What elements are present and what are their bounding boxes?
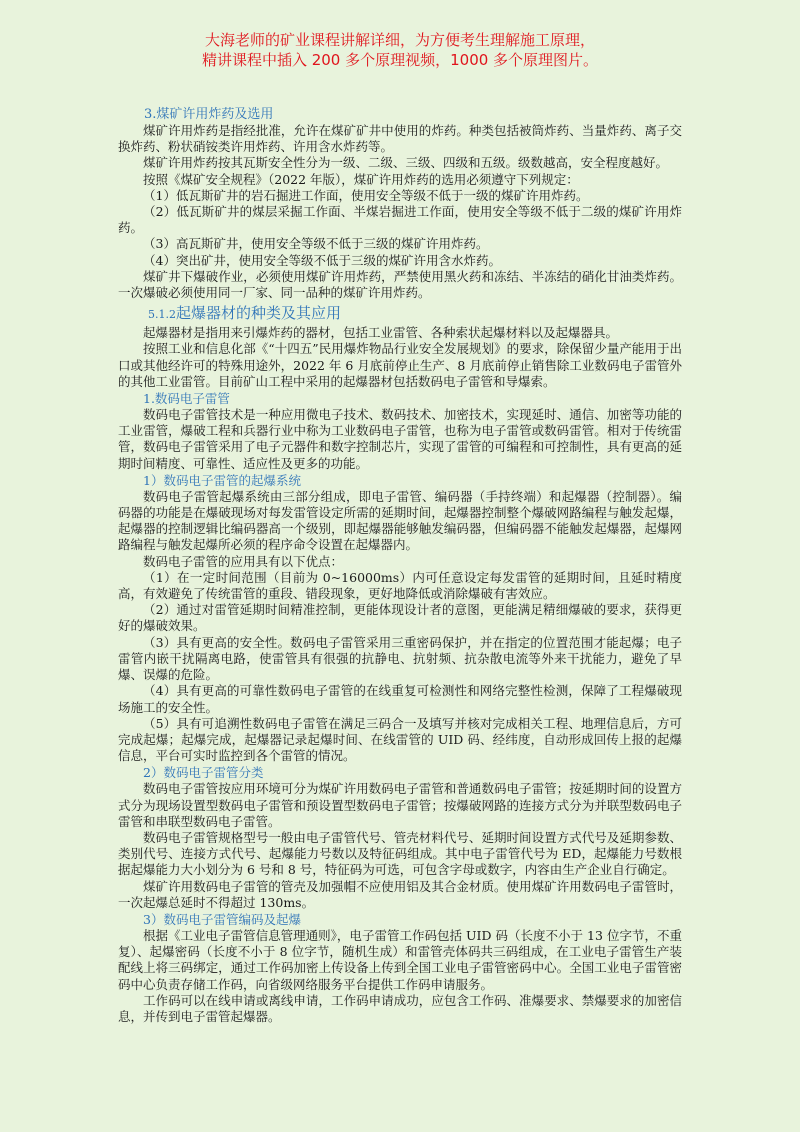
list-item: （1）低瓦斯矿井的岩石掘进工作面，使用安全等级不低于一级的煤矿许用炸药。: [143, 187, 589, 203]
paragraph: 根据《工业电子雷管信息管理通则》，电子雷管工作码包括 UID 码（长度不小于 13 位字节，不重复）、起爆密码（长度不小于 8 位字节，随机生成）和雷管壳体码共三码组成，在工业电子雷管生产装配线上将三码绑定，通过工作码加密上传设备上传到全国工业电子雷管密码中心。全国工业电子雷管密码中心负责存储工作码，向省级网络服务平台提供工作码申请服务。: [118, 927, 682, 992]
paragraph: 按照《煤矿安全规程》（2022 年版），煤矿许用炸药的选用必须遵守下列规定：: [143, 171, 579, 187]
list-item: （3）高瓦斯矿井，使用安全等级不低于三级的煤矿许用炸药。: [143, 236, 489, 252]
subsection-heading-digital-detonator: 1.数码电子雷管: [143, 391, 230, 407]
list-item: （5）具有可追溯性数码电子雷管在满足三码合一及填写并核对完成相关工程、地理信息后，方可完成起爆；起爆完成，起爆器记录起爆时间、在线雷管的 UID 码、经纬度，自动形成回传上报的起爆信息，平台可实时监控到各个雷管的情况。: [118, 715, 682, 764]
list-item: （2）通过对雷管延期时间精准控制，更能体现设计者的意图，更能满足精细爆破的要求，获得更好的爆破效果。: [118, 602, 682, 634]
paragraph: 数码电子雷管的应用具有以下优点：: [143, 553, 344, 569]
paragraph: 数码电子雷管起爆系统由三部分组成，即电子雷管、编码器（手持终端）和起爆器（控制器）。编码器的功能是在爆破现场对每发雷管设定所需的延期时间，起爆器控制整个爆破网路编程与触发起爆，起爆器的控制逻辑比编码器高一个级别，即起爆器能够触发编码器，但编码器不能触发起爆器，起爆网路编程与触发起爆所必须的程序命令设置在起爆器内。: [118, 488, 682, 553]
section-heading-initiating-materials: [118, 303, 682, 325]
paragraph: 煤矿许用炸药是指经批准，允许在煤矿矿井中使用的炸药。种类包括被筒炸药、当量炸药、离子交换炸药、粉状硝铵类许用炸药、许用含水炸药等。: [118, 123, 682, 155]
section-title: 起爆器材的种类及其应用: [176, 304, 342, 323]
paragraph: 煤矿许用炸药按其瓦斯安全性分为一级、二级、三级、四级和五级。级数越高，安全程度越好。: [143, 155, 669, 171]
banner-line-2: 精讲课程中插入 200 多个原理视频，1000 多个原理图片。: [201, 51, 599, 69]
subsection-heading-encoding: 3）数码电子雷管编码及起爆: [143, 911, 301, 927]
paragraph: 起爆器材是指用来引爆炸药的器材，包括工业雷管、各种索状起爆材料以及起爆器具。: [143, 325, 619, 341]
banner-line-1: 大海老师的矿业课程讲解详细，为方便考生理解施工原理，: [204, 31, 595, 49]
paragraph: 煤矿许用数码电子雷管的管壳及加强帽不应使用铝及其合金材质。使用煤矿许用数码电子雷管时，一次起爆总延时不得超过 130ms。: [118, 878, 682, 910]
list-item: （3）具有更高的安全性。数码电子雷管采用三重密码保护，并在指定的位置范围才能起爆；电子雷管内嵌干扰隔离电路，使雷管具有很强的抗静电、抗射频、抗杂散电流等外来干扰能力，避免了早爆、误爆的危险。: [118, 634, 682, 683]
section-number: 5.1.2: [148, 308, 176, 322]
paragraph: 数码电子雷管按应用环境可分为煤矿许用数码电子雷管和普通数码电子雷管；按延期时间的设置方式分为现场设置型数码电子雷管和预设置型数码电子雷管；按爆破网路的连接方式分为并联型数码电子雷管和串联型数码电子雷管。: [118, 781, 682, 829]
list-item: （2）低瓦斯矿井的煤层采掘工作面、半煤岩掘进工作面，使用安全等级不低于二级的煤矿许用炸药。: [118, 204, 682, 236]
paragraph: 煤矿井下爆破作业，必须使用煤矿许用炸药，严禁使用黑火药和冻结、半冻结的硝化甘油类炸药。一次爆破必须使用同一厂家、同一品种的煤矿许用炸药。: [118, 268, 682, 301]
paragraph: 工作码可以在线申请或离线申请，工作码申请成功，应包含工作码、准爆要求、禁爆要求的加密信息，并传到电子雷管起爆器。: [118, 992, 682, 1024]
subsection-heading-initiation-system: 1）数码电子雷管的起爆系统: [143, 472, 301, 488]
list-item: （4）具有更高的可靠性数码电子雷管的在线重复可检测性和网络完整性检测，保障了工程爆破现场施工的安全性。: [118, 683, 682, 715]
section-heading-explosives: 3.煤矿许用炸药及选用: [144, 107, 274, 122]
list-item: （1）在一定时间范围（目前为 0~16000ms）内可任意设定每发雷管的延期时间，且延时精度高，有效避免了传统雷管的重段、错段现象，更好地降低或消除爆破有害效应。: [118, 569, 682, 602]
paragraph: 数码电子雷管技术是一种应用微电子技术、数码技术、加密技术，实现延时、通信、加密等功能的工业雷管，爆破工程和兵器行业中称为工业数码电子雷管，也称为电子雷管或数码雷管。相对于传统雷管，数码电子雷管采用了电子元器件和数字控制芯片，实现了雷管的可编程和可控制性，具有更高的延期时间精度、可靠性、适应性及更多的功能。: [118, 407, 682, 471]
list-item: （4）突出矿井，使用安全等级不低于三级的煤矿许用含水炸药。: [143, 252, 501, 268]
paragraph: 按照工业和信息化部《“十四五”民用爆炸物品行业安全发展规划》的要求，除保留少量产能用于出口或其他经许可的特殊用途外，2022 年 6 月底前停止生产、8 月底前停止销售除工业数码电子雷管外的其他工业雷管。目前矿山工程中采用的起爆器材包括数码电子雷管和导爆索。: [118, 341, 682, 389]
promo-banner: [118, 30, 682, 70]
paragraph: 数码电子雷管规格型号一般由电子雷管代号、管壳材料代号、延期时间设置方式代号及延期参数、类别代号、连接方式代号、起爆能力号数以及特征码组成。其中电子雷管代号为 ED，起爆能力号数根据起爆能力大小划分为 6 号和 8 号，特征码为可选，可包含字母或数字，内容由生产企业自行确定。: [118, 829, 682, 878]
subsection-heading-classification: 2）数码电子雷管分类: [143, 765, 264, 781]
document-body: [118, 106, 682, 1025]
